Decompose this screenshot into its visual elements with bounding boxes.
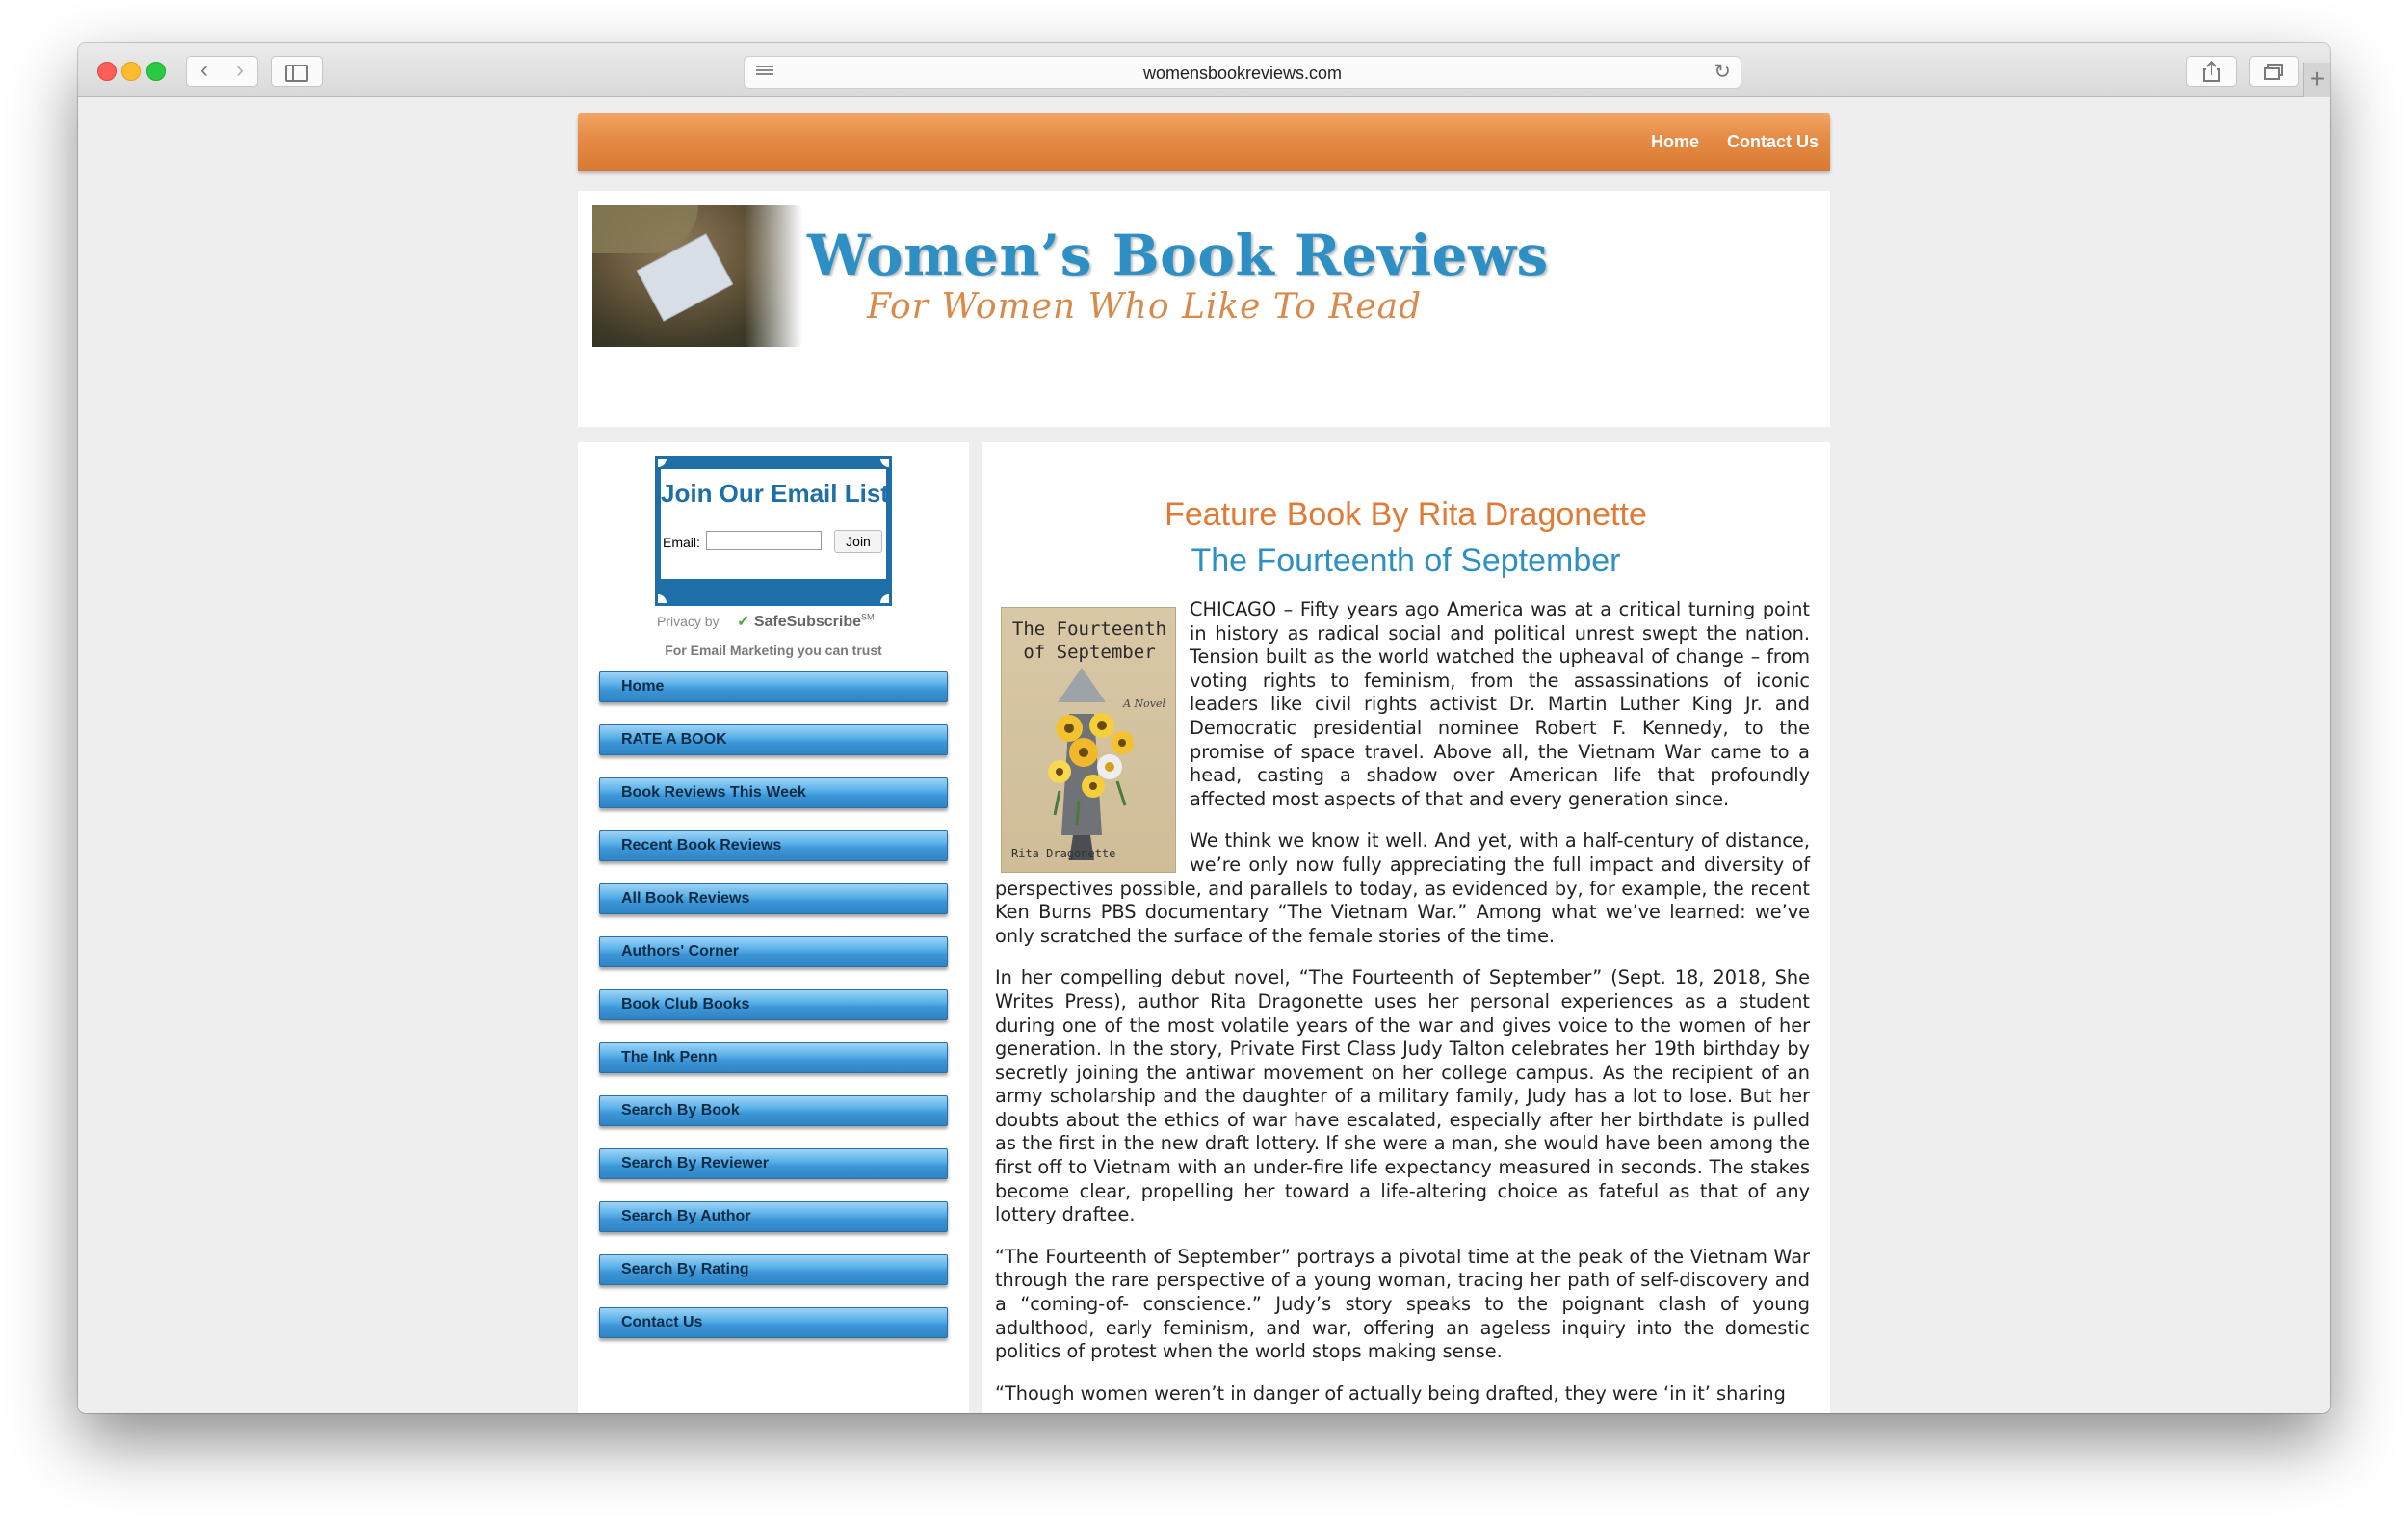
sidebar-item-search-by-rating[interactable]: Search By Rating: [599, 1254, 948, 1285]
join-button[interactable]: Join: [834, 530, 882, 553]
sidebar-item-authors-corner[interactable]: Authors' Corner: [599, 936, 948, 967]
sidebar-toggle-button[interactable]: [271, 56, 323, 87]
sidebar-item-recent-book-reviews[interactable]: Recent Book Reviews: [599, 830, 948, 861]
sidebar-nav: [599, 671, 948, 1360]
sidebar-item-search-by-book[interactable]: Search By Book: [599, 1095, 948, 1126]
service-mark: SM: [861, 612, 875, 622]
browser-toolbar: [78, 43, 2330, 97]
cover-subtitle: A Novel: [1123, 697, 1165, 710]
article-paragraph: We think we know it well. And yet, with a half-century of distance, we’re only now fully appreciating the full impact and diversity of perspectives possible, and parallels to today, as evidenced by, for example, the recent Ken Burns PBS documentary “The Vietnam War.” Among what we’ve learned: we’ve only scratched the surface of the female stories of the time.: [995, 829, 1810, 947]
safesubscribe-name: SafeSubscribe: [753, 614, 862, 630]
site-header: [578, 191, 1830, 427]
sidebar-item-rate-a-book[interactable]: RATE A BOOK: [599, 724, 948, 755]
top-navigation-bar: [578, 113, 1830, 171]
article-paragraph: “The Fourteenth of September” portrays a pivotal time at the peak of the Vietnam War through the rare perspective of a young woman, tracing her path of self-discovery and a “coming-of- conscience.” Judy’s story speaks to the poignant clash of young adulthood, early feminism, and war, offering an ageless inquiry into the domestic politics of protest when the world stops making sense.: [995, 1245, 1810, 1363]
sidebar-item-all-book-reviews[interactable]: All Book Reviews: [599, 883, 948, 914]
trust-tagline: For Email Marketing you can trust: [665, 643, 882, 658]
chevron-left-icon: ‹: [200, 57, 208, 83]
sidebar-item-book-reviews-this-week[interactable]: Book Reviews This Week: [599, 777, 948, 808]
checkmark-icon: ✓: [737, 614, 750, 630]
url-text[interactable]: womensbookreviews.com: [1142, 64, 1343, 83]
cover-title: The Fourteenth of September: [1011, 618, 1167, 663]
minimize-window-button[interactable]: [121, 62, 141, 81]
safesubscribe-logo[interactable]: [737, 612, 875, 631]
plus-icon: +: [2309, 64, 2326, 93]
cover-author: Rita Dragonette: [1011, 847, 1116, 860]
book-title-heading: The Fourteenth of September: [1191, 542, 1621, 579]
sidebar-item-search-by-author[interactable]: Search By Author: [599, 1201, 948, 1232]
sidebar-item-home[interactable]: Home: [599, 671, 948, 702]
address-bar[interactable]: [744, 56, 1741, 89]
site-tagline: For Women Who Like To Read: [867, 287, 1423, 327]
left-sidebar: [578, 442, 969, 1413]
article-paragraph: “Though women weren’t in danger of actually being drafted, they were ‘in it’ sharing: [995, 1381, 1786, 1405]
topnav-home-link[interactable]: Home: [1651, 132, 1700, 151]
browser-window: [78, 43, 2330, 1413]
reload-icon[interactable]: ↻: [1714, 61, 1731, 83]
main-content: [982, 442, 1830, 1413]
email-label: Email:: [663, 535, 700, 550]
sidebar-item-the-ink-penn[interactable]: The Ink Penn: [599, 1042, 948, 1073]
back-button[interactable]: [186, 56, 222, 87]
header-photo: [592, 205, 802, 347]
new-tab-button[interactable]: [2303, 63, 2330, 97]
article-body: [995, 598, 1810, 1413]
share-button[interactable]: [2186, 56, 2237, 87]
chevron-right-icon: ›: [236, 57, 244, 83]
email-signup-widget: [655, 456, 892, 606]
email-signup-title: Join Our Email List: [661, 479, 889, 508]
close-window-button[interactable]: [97, 62, 117, 81]
zoom-window-button[interactable]: [146, 62, 166, 81]
privacy-link[interactable]: Privacy by: [657, 614, 720, 629]
sidebar-item-book-club-books[interactable]: Book Club Books: [599, 989, 948, 1020]
forward-button[interactable]: [222, 56, 258, 87]
tabs-icon: [2250, 57, 2298, 86]
feature-heading: Feature Book By Rita Dragonette: [1165, 496, 1647, 533]
article-paragraph: CHICAGO – Fifty years ago America was at a critical turning point in history as radical social and political unrest swept the nation. Tension built as the world watched the upheaval of change – from voting rights to feminism, from the assassinations of iconic leaders like civil rights activist Dr. Martin Luther King Jr. and Democratic presidential nominee Robert F. Kennedy, to the promise of space travel. Above all, the Vietnam War came to a head, casting a shadow over American life that profoundly affected most aspects of that and every generation since.: [1190, 598, 1810, 810]
email-input[interactable]: [706, 531, 822, 550]
article-paragraph: In her compelling debut novel, “The Fourteenth of September” (Sept. 18, 2018, She Writes Press), author Rita Dragonette uses her personal experiences as a student during one of the most volatile years of the war and gives voice to the women of her generation. In the story, Private First Class Judy Talton celebrates her 19th birthday by secretly joining the antiwar movement on her college campus. As the recipient of an army scholarship and the daughter of a military family, Judy has a lot to lose. But her doubts about the ethics of war have escalated, especially after her birthdate is pulled as the first in the new draft lottery. If she were a man, she would have been among the first off to Vietnam with an under-fire life expectancy measured in seconds. The stakes become clear, propelling her toward a life-altering choice as fateful as that of any lottery draftee.: [995, 966, 1810, 1226]
sidebar-item-search-by-reviewer[interactable]: Search By Reviewer: [599, 1148, 948, 1179]
share-icon: [2187, 57, 2236, 86]
page-viewport: [78, 97, 2330, 1413]
sidebar-icon: [285, 65, 308, 82]
site-title[interactable]: Women’s Book Reviews: [807, 223, 1549, 288]
show-tabs-button[interactable]: [2249, 56, 2299, 87]
topnav-contact-link[interactable]: Contact Us: [1727, 132, 1819, 151]
sidebar-item-contact-us[interactable]: Contact Us: [599, 1307, 948, 1338]
